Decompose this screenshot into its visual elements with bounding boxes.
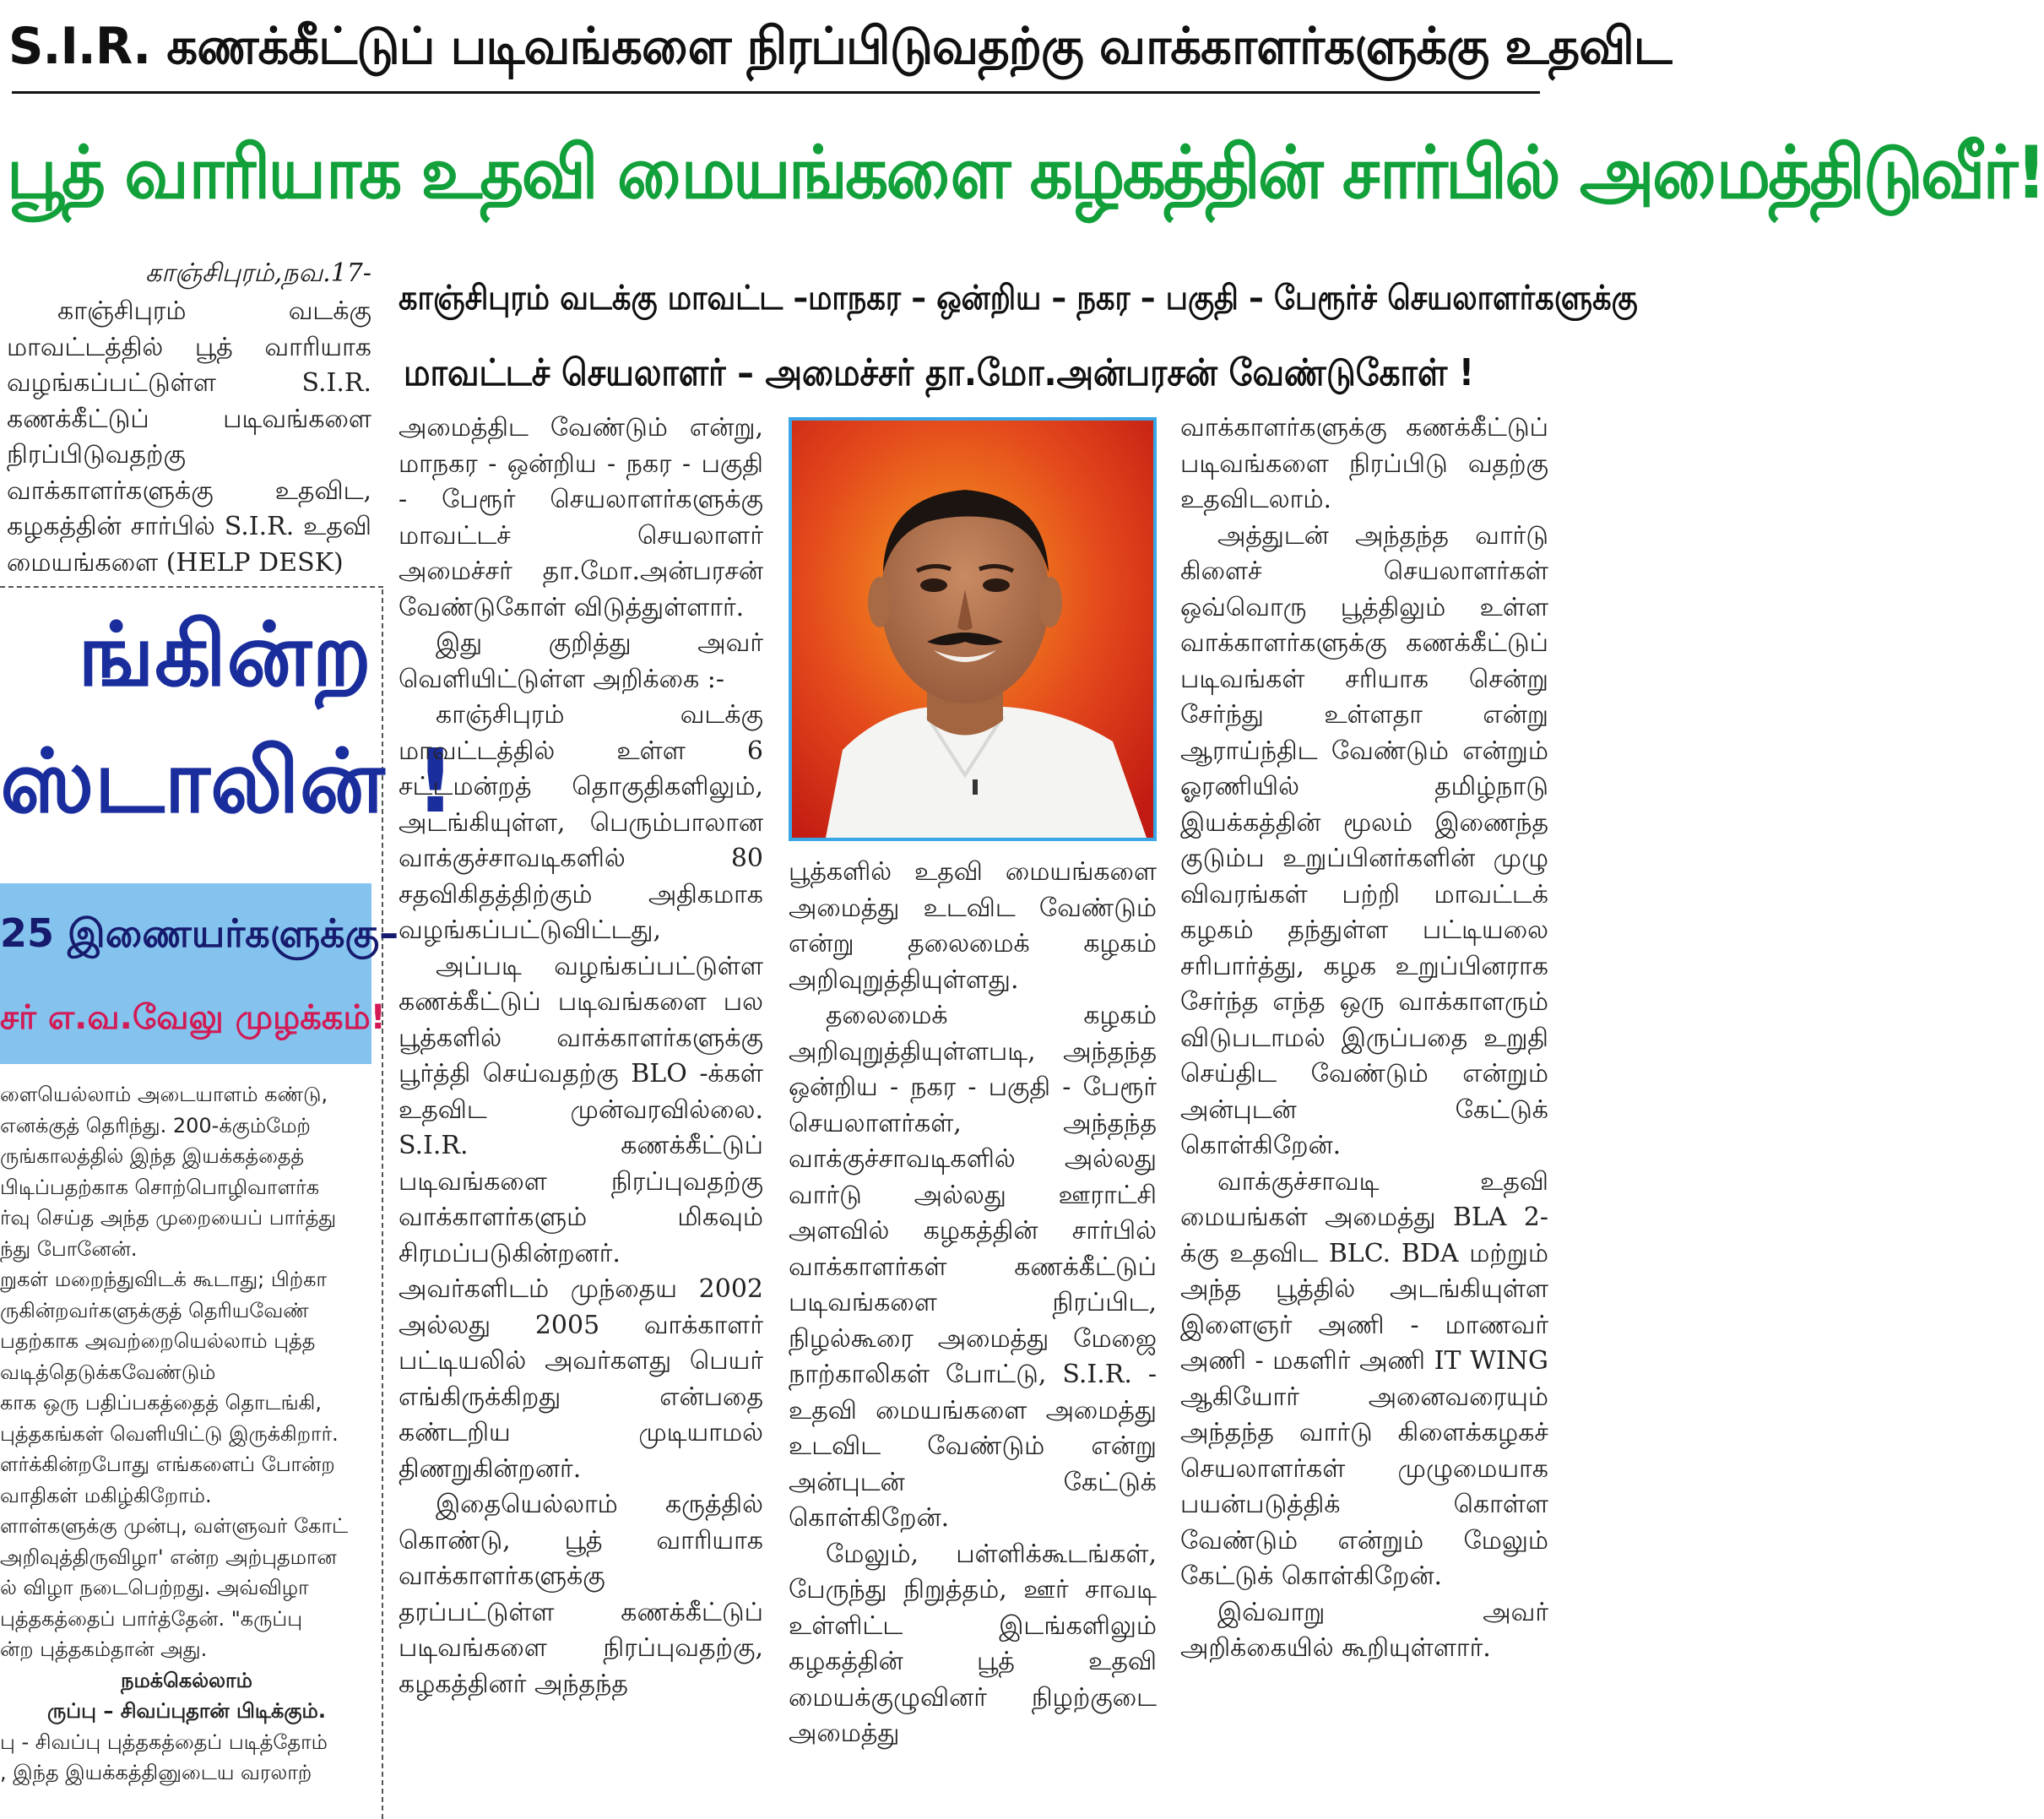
article-paragraph: காஞ்சிபுரம் வடக்கு மாவட்டத்தில் உள்ள 6 சட்டமன்றத் தொகுதிகளிலும், அடங்கியுள்ள, பெரும்பாலான வாக்குச்சாவடிகளில் 80 சதவிகிதத்திற்கும் அதிகமாக வழங்கப்பட்டுவிட்டது, xyxy=(398,700,763,945)
adjacent-body-line: ல் விழா நடைபெற்றது. அவ்விழா xyxy=(0,1576,309,1599)
minister-photo xyxy=(789,417,1157,841)
adjacent-body-line: நமக்கெல்லாம் xyxy=(121,1668,252,1692)
adjacent-body-line: புத்தகத்தைப் பார்த்தேன். "கருப்பு xyxy=(0,1606,303,1631)
main-headline: பூத் வாரியாக உதவி மையங்களை கழகத்தின் சார்பில் அமைத்திடுவீர்! xyxy=(7,131,2044,215)
adjacent-body-line: றுகள் மறைந்துவிடக் கூடாது; பிற்கா xyxy=(0,1268,328,1291)
adjacent-body-line: ளையெல்லாம் அடையாளம் கண்டு, xyxy=(0,1083,328,1106)
article-paragraph: இது குறித்து அவர் வெளியிட்டுள்ள அறிக்கை :- xyxy=(398,628,763,694)
adjacent-body-line: புத்தகங்கள் வெளியிட்டு இருக்கிறார். xyxy=(0,1421,339,1446)
adjacent-body-line: ருகின்றவர்களுக்குத் தெரியவேண் xyxy=(0,1298,309,1322)
adjacent-body-line: ந்து போனேன். xyxy=(0,1236,138,1261)
article-column-2 xyxy=(398,410,763,1819)
adjacent-banner-line1: 25 இணையர்களுக்கு– xyxy=(0,910,399,956)
article-paragraph: தலைமைக் கழகம் அறிவுறுத்தியுள்ளபடி, அந்தந்த ஒன்றிய - நகர - பகுதி - பேரூர் செயலாளர்கள், அந்தந்த வாக்குச்சாவடிகளில் அல்லது வார்டு அல்லது ஊராட்சி அளவில் கழகத்தின் சார்பில் வாக்காளர்கள் கணக்கீட்டுப் படிவங்களை நிரப்பிட, நிழல்கூரை அமைத்து மேஜை நாற்காலிகள் போட்டு, S.I.R. - உதவி மையங்களை அமைத்து உடவிட வேண்டும் என்று அன்புடன் கேட்டுக் கொள்கிறேன். xyxy=(789,1001,1157,1533)
story-divider-horizontal xyxy=(0,586,383,588)
adjacent-story-body xyxy=(0,1079,373,1819)
adjacent-body-line: காக ஒரு பதிப்பகத்தைத் தொடங்கி, xyxy=(0,1391,322,1414)
article-paragraph: இதையெல்லாம் கருத்தில் கொண்டு, பூத் வாரியாக வாக்காளர்களுக்கு தரப்பட்டுள்ள கணக்கீட்டுப் படிவங்களை நிரப்புவதற்கு, கழகத்தினர் அந்தந்த xyxy=(398,1490,763,1699)
article-paragraph: அத்துடன் அந்தந்த வார்டு கிளைச் செயலாளர்கள் ஒவ்வொரு பூத்திலும் உள்ள வாக்காளர்களுக்கு கணக்கீட்டுப் படிவங்கள் சரியாக சென்று சேர்ந்து உள்ளதா என்று ஆராய்ந்திட வேண்டும் என்றும் ஓரணியில் தமிழ்நாடு இயக்கத்தின் மூலம் இணைந்த குடும்ப உறுப்பினர்களின் முழு விவரங்கள் பற்றி மாவட்டக் கழகம் தந்துள்ள பட்டியலை சரிபார்த்து, கழக உறுப்பினராக சேர்ந்த எந்த ஒரு வாக்காளரும் விடுபடாமல் இருப்பதை உறுதி செய்திட வேண்டும் என்றும் அன்புடன் கேட்டுக் கொள்கிறேன். xyxy=(1180,520,1548,1160)
adjacent-body-line: வாதிகள் மகிழ்கிறோம். xyxy=(0,1483,212,1507)
article-paragraph: மேலும், பள்ளிக்கூடங்கள், பேருந்து நிறுத்தம், ஊர் சாவடி உள்ளிட்ட இடங்களிலும் கழகத்தின் பூத் உதவி மையக்குழுவினர் நிழற்குடை அமைத்து xyxy=(789,1539,1157,1748)
adjacent-body-line: , இந்த இயக்கத்தினுடைய வரலாற் xyxy=(0,1761,312,1784)
article-paragraph: வாக்காளர்களுக்கு கணக்கீட்டுப் படிவங்களை நிரப்பிடு வதற்கு உதவிடலாம். xyxy=(1180,413,1548,514)
adjacent-body-line: ர்வு செய்த அந்த முறையைப் பார்த்து xyxy=(0,1206,337,1230)
kicker-headline: S.I.R. கணக்கீட்டுப் படிவங்களை நிரப்பிடுவதற்கு வாக்காளர்களுக்கு உதவிட xyxy=(8,17,1672,76)
adjacent-body-line: பு - சிவப்பு புத்தகத்தைப் படித்தோம் xyxy=(0,1729,328,1754)
adjacent-headline-line2: ஸ்டாலின் ! xyxy=(0,730,456,833)
adjacent-body-line: ன்ற புத்தகம்தான் அது. xyxy=(0,1637,208,1661)
article-paragraph: இவ்வாறு அவர் அறிக்கையில் கூறியுள்ளார். xyxy=(1180,1597,1548,1663)
adjacent-body-line: பிடிப்பதற்காக சொற்பொழிவாளர்க xyxy=(0,1175,320,1199)
portrait-image xyxy=(792,421,1153,838)
adjacent-body-line: ளாள்களுக்கு முன்பு, வள்ளுவர் கோட் xyxy=(0,1514,349,1538)
adjacent-body-line: அறிவுத்திருவிழா' என்ற அற்புதமான xyxy=(0,1545,337,1569)
article-column-3 xyxy=(789,855,1157,1819)
subheading-line1: காஞ்சிபுரம் வடக்கு மாவட்ட –மாநகர – ஒன்றிய – நகர – பகுதி – பேரூர்ச் செயலாளர்களுக்கு xyxy=(398,279,1638,318)
article-paragraph: பூத்களில் உதவி மையங்களை அமைத்து உடவிட வேண்டும் என்று தலைமைக் கழகம் அறிவுறுத்தியுள்ளது. xyxy=(789,857,1157,995)
dateline: காஞ்சிபுரம்,நவ.17- xyxy=(145,258,371,288)
intro-paragraph: காஞ்சிபுரம் வடக்கு மாவட்டத்தில் பூத் வாரியாக வழங்கப்பட்டுள்ள S.I.R. கணக்கீட்டுப் படிவங்களை நிரப்பிடுவதற்கு வாக்காளர்களுக்கு உதவிட, கழகத்தின் சார்பில் S.I.R. உதவி மையங்களை (HELP DESK) xyxy=(7,296,371,578)
adjacent-body-line: ளர்க்கின்றபோது எங்களைப் போன்ற xyxy=(0,1452,335,1476)
adjacent-banner-line2: சர் எ.வ.வேலு முழக்கம்! xyxy=(0,998,386,1037)
article-paragraph: வாக்குச்சாவடி உதவி மையங்கள் அமைத்து BLA 2-க்கு உதவிட BLC. BDA மற்றும் அந்த பூத்தில் அடங்கியுள்ள இளைஞர் அணி - மாணவர் அணி - மகளிர் அணி IT WING ஆகியோர் அனைவரையும் அந்தந்த வார்டு கிளைக்கழகச் செயலாளர்கள் முழுமையாக பயன்படுத்திக் கொள்ள வேண்டும் என்றும் மேலும் கேட்டுக் கொள்கிறேன். xyxy=(1180,1166,1548,1591)
adjacent-body-line: ருங்காலத்தில் இந்த இயக்கத்தைத் xyxy=(0,1144,305,1168)
article-paragraph: அமைத்திட வேண்டும் என்று, மாநகர - ஒன்றிய - நகர - பகுதி - பேரூர் செயலாளர்களுக்கு மாவட்டச் செயலாளர் அமைச்சர் தா.மோ.அன்பரசன் வேண்டுகோள் விடுத்துள்ளார். xyxy=(398,413,763,622)
kicker-rule xyxy=(12,91,1540,94)
adjacent-headline-line1: ங்கின்ற xyxy=(78,603,371,706)
subheading-line2: மாவட்டச் செயலாளர் – அமைச்சர் தா.மோ.அன்பரசன் வேண்டுகோள் ! xyxy=(404,351,1474,394)
article-column-4 xyxy=(1180,410,1548,1819)
adjacent-story-headline xyxy=(0,591,456,878)
article-paragraph: அப்படி வழங்கப்பட்டுள்ள கணக்கீட்டுப் படிவங்களை பல பூத்களில் வாக்காளர்களுக்கு பூர்த்தி செய்வதற்கு BLO -க்கள் உதவிட முன்வரவில்லை. S.I.R. கணக்கீட்டுப் படிவங்களை நிரப்புவதற்கு வாக்காளர்களும் மிகவும் சிரமப்படுகின்றனர். அவர்களிடம் முந்தைய 2002 அல்லது 2005 வாக்காளர் பட்டியலில் அவர்களது பெயர் எங்கிருக்கிறது என்பதை கண்டறிய முடியாமல் திணறுகின்றனர். xyxy=(398,951,763,1484)
adjacent-body-line: பதற்காக அவற்றையெல்லாம் புத்த xyxy=(0,1329,316,1353)
adjacent-body-line: ருப்பு – சிவப்புதான் பிடிக்கும். xyxy=(47,1699,326,1723)
adjacent-body-line: வடித்தெடுக்கவேண்டும் xyxy=(0,1360,216,1384)
adjacent-body-line: எனக்குத் தெரிந்து. 200-க்கும்மேற் xyxy=(0,1113,311,1138)
